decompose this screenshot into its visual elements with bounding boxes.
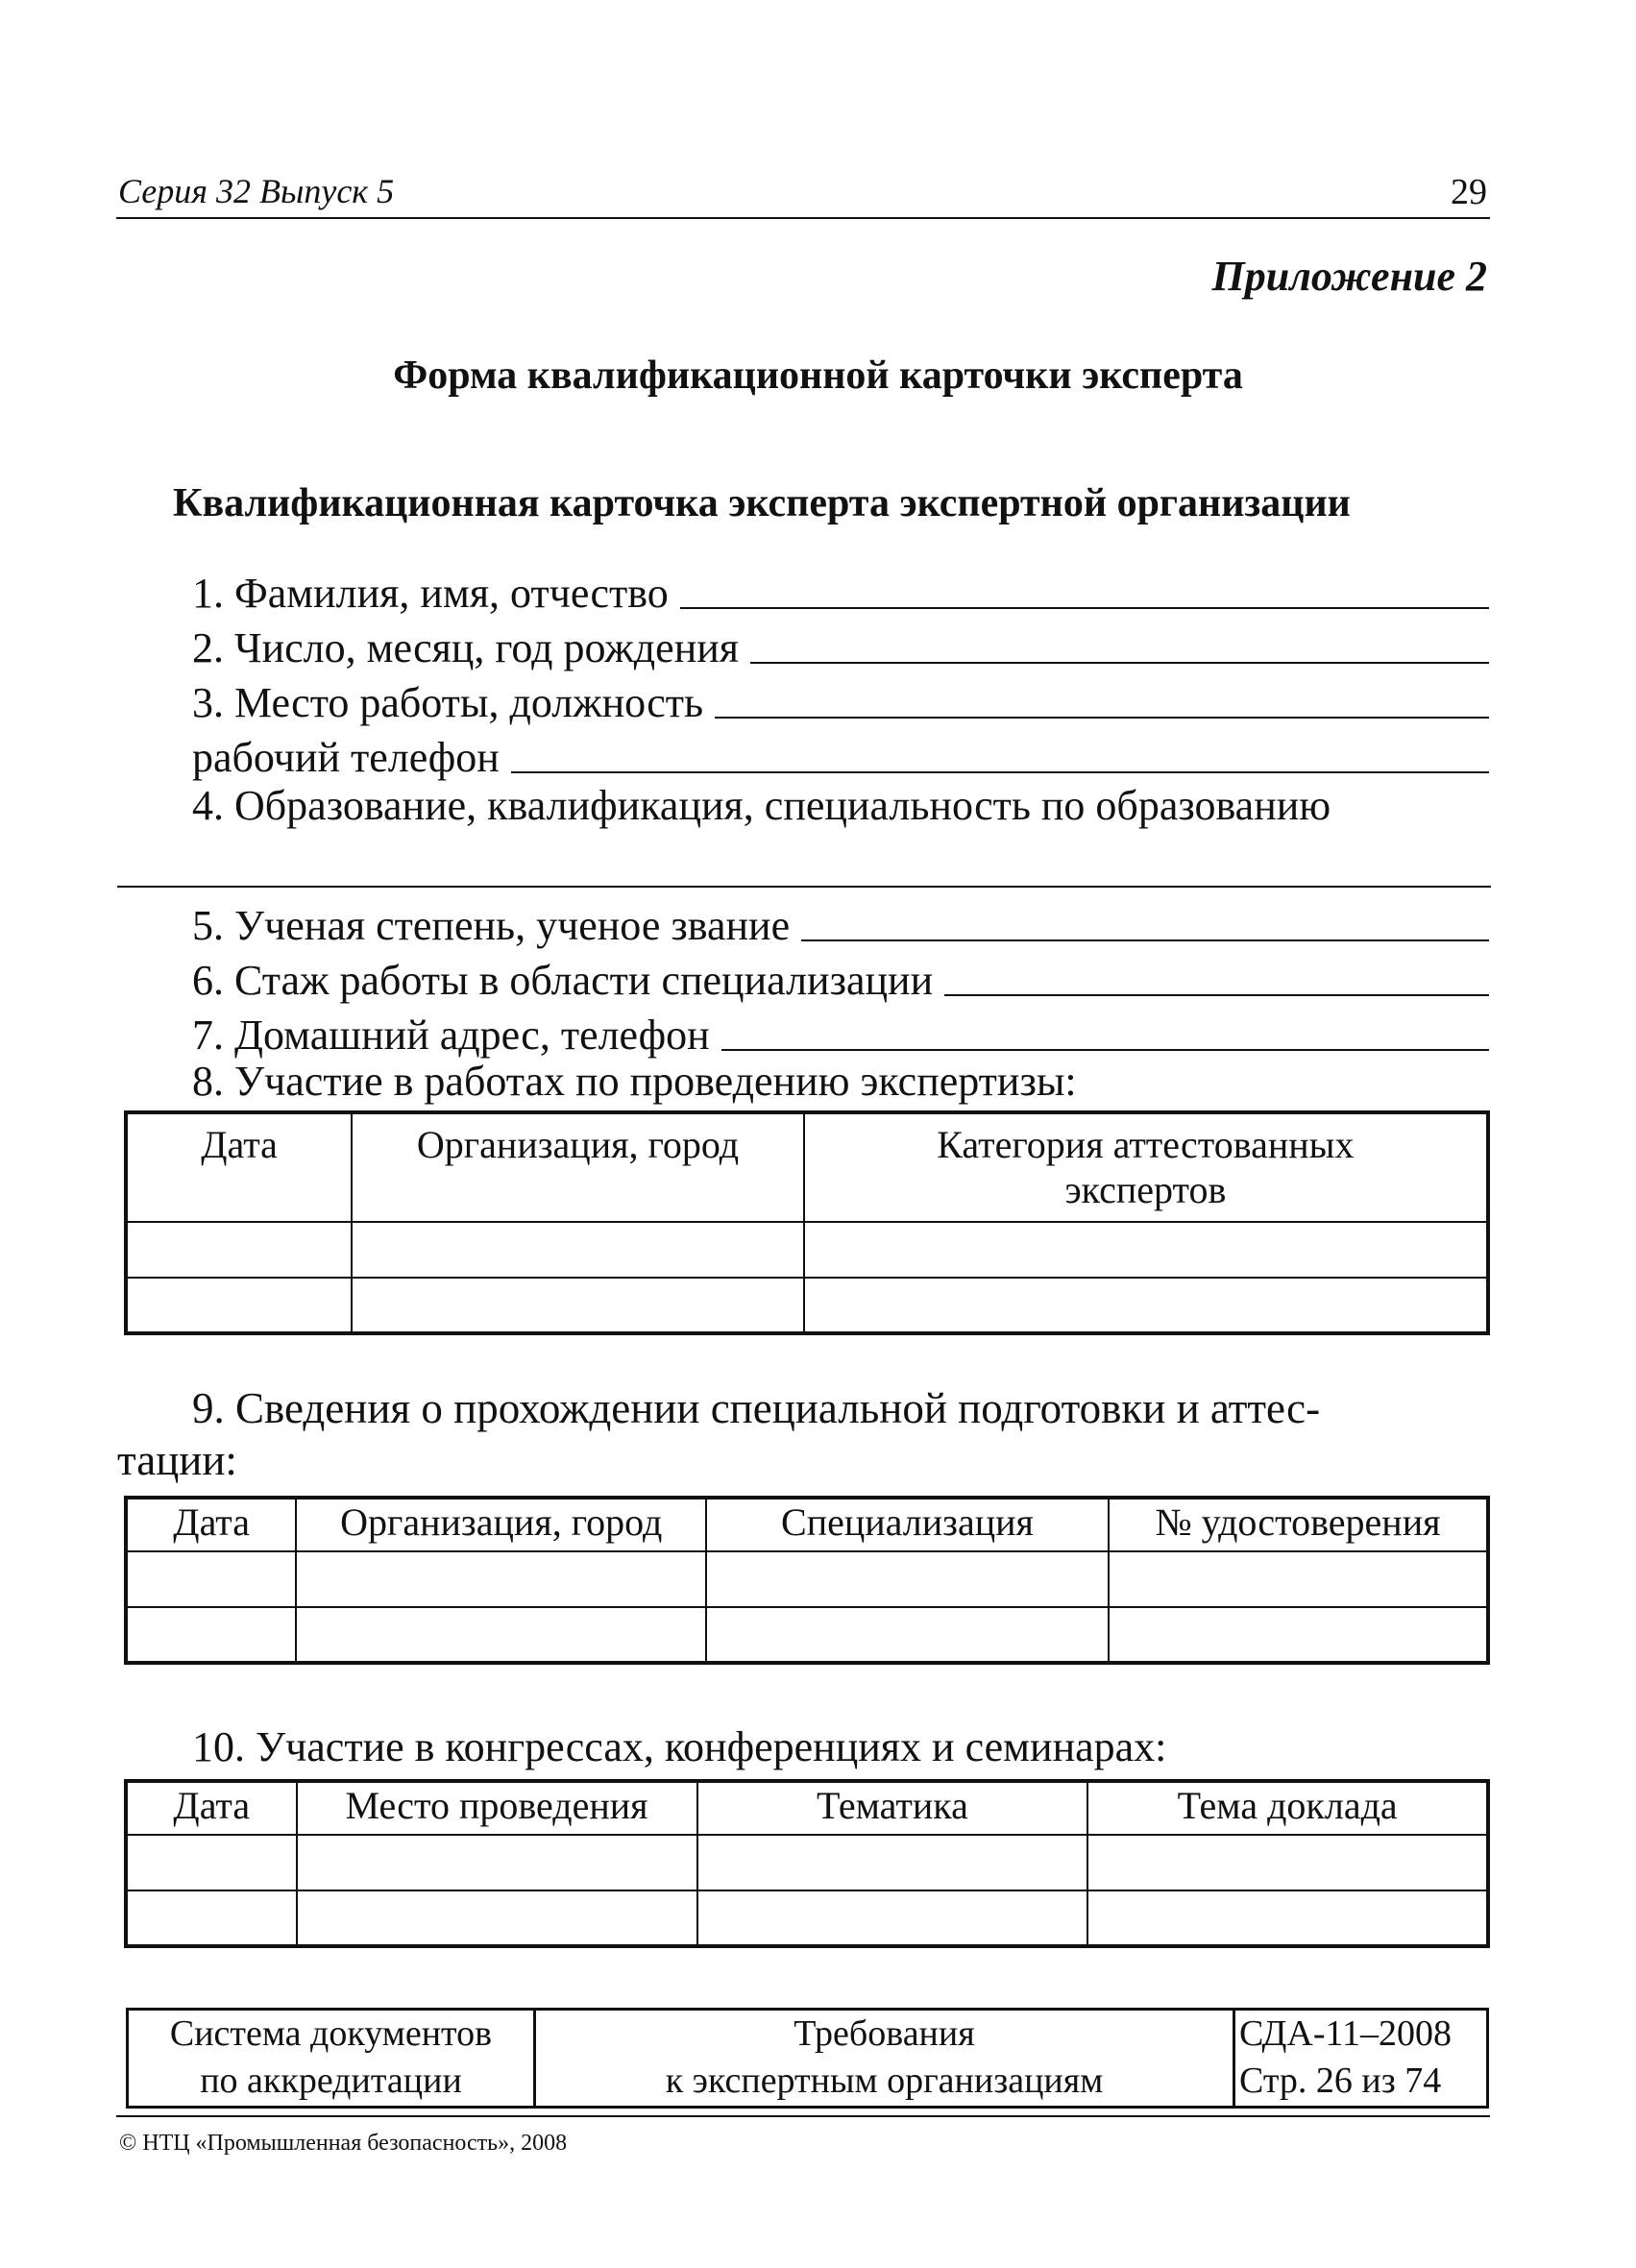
fill-line[interactable] <box>715 715 1489 719</box>
table-cell[interactable] <box>352 1278 804 1333</box>
table-header-row <box>126 1781 1488 1835</box>
table-cell[interactable] <box>697 1835 1088 1890</box>
header-cell: № удостоверения <box>1109 1498 1488 1551</box>
page-number: 29 <box>1451 172 1487 212</box>
fill-line[interactable] <box>801 938 1489 941</box>
item-9-line2: тации: <box>117 1436 237 1484</box>
field-work-phone <box>192 721 1489 779</box>
copyright-notice: © НТЦ «Промышленная безопасность», 2008 <box>119 2131 568 2156</box>
fill-line[interactable] <box>944 992 1489 996</box>
header-cell: Тема доклада <box>1087 1781 1488 1835</box>
table-expertise <box>124 1110 1490 1335</box>
table-header-row <box>126 1112 1488 1222</box>
table-cell[interactable] <box>297 1890 697 1946</box>
footer-rule <box>116 2115 1490 2117</box>
table-row <box>126 1890 1488 1946</box>
table-cell[interactable] <box>297 1835 697 1890</box>
field-label: 2. Число, месяц, год рождения <box>192 624 740 671</box>
field-education: 4. Образование, квалификация, специальность по образованию <box>192 782 1331 829</box>
field-experience <box>192 944 1489 1002</box>
table-cell[interactable] <box>126 1222 352 1278</box>
table-cell[interactable] <box>804 1278 1488 1333</box>
table-cell[interactable] <box>1109 1607 1488 1663</box>
table-cell[interactable] <box>126 1890 297 1946</box>
table-row <box>126 1278 1488 1333</box>
header-cell: Дата <box>126 1498 296 1551</box>
fill-line[interactable] <box>721 1047 1489 1051</box>
footer-system-line2: по аккредитации <box>200 2061 462 2102</box>
table-cell[interactable] <box>1109 1551 1488 1607</box>
table-cell[interactable] <box>697 1890 1088 1946</box>
table-cell[interactable] <box>126 1607 296 1663</box>
table-cell[interactable] <box>126 1835 297 1890</box>
item-8-label: 8. Участие в работах по проведению экспертизы: <box>192 1058 1077 1105</box>
table-cell[interactable] <box>1087 1835 1488 1890</box>
item-9-line1: 9. Сведения о прохождении специальной подготовки и аттес- <box>192 1384 1321 1432</box>
footer-req-line1: Требования <box>794 2013 975 2054</box>
field-workplace <box>192 667 1489 724</box>
field-label: 7. Домашний адрес, телефон <box>192 1012 710 1059</box>
appendix-label: Приложение 2 <box>1211 253 1487 300</box>
fill-line[interactable] <box>750 660 1489 664</box>
header-cell: Специализация <box>706 1498 1109 1551</box>
table-row <box>126 1222 1488 1278</box>
field-label: 3. Место работы, должность <box>192 679 704 726</box>
header-cell: Место проведения <box>297 1781 697 1835</box>
form-title: Форма квалификационной карточки эксперта <box>393 354 1243 398</box>
card-title: Квалификационная карточка эксперта экспертной организации <box>173 481 1351 525</box>
fill-line[interactable] <box>511 769 1489 773</box>
running-header-series: Серия 32 Выпуск 5 <box>118 172 395 210</box>
field-label: 6. Стаж работы в области специализации <box>192 957 934 1004</box>
table-cell[interactable] <box>706 1551 1109 1607</box>
table-cell[interactable] <box>296 1551 706 1607</box>
document-footer <box>126 2008 1489 2109</box>
field-label: рабочий телефон <box>192 734 500 781</box>
table-cell[interactable] <box>296 1607 706 1663</box>
table-cell[interactable] <box>804 1222 1488 1278</box>
field-birth-date <box>192 612 1489 670</box>
table-cell[interactable] <box>1087 1890 1488 1946</box>
header-cell: Организация, город <box>296 1498 706 1551</box>
header-cell: Дата <box>126 1781 297 1835</box>
fill-line[interactable] <box>680 605 1489 609</box>
footer-requirements <box>535 2010 1234 2108</box>
field-degree <box>192 890 1489 947</box>
table-cell[interactable] <box>706 1607 1109 1663</box>
table-row <box>126 1835 1488 1890</box>
table-training <box>124 1496 1490 1665</box>
item-10-label: 10. Участие в конгрессах, конференциях и семинарах: <box>192 1723 1167 1770</box>
field-home-address <box>192 999 1489 1057</box>
field-label: 5. Ученая степень, ученое звание <box>192 902 791 949</box>
footer-system-line1: Система документов <box>169 2013 493 2054</box>
header-cell: Дата <box>126 1112 352 1222</box>
header-cell: Категория аттестованных экспертов <box>804 1112 1488 1222</box>
footer-doc-code: СДА-11–2008 <box>1239 2013 1453 2054</box>
table-cell[interactable] <box>126 1551 296 1607</box>
table-header-row <box>126 1498 1488 1551</box>
header-cell: Тематика <box>697 1781 1088 1835</box>
footer-code-cell <box>1234 2010 1488 2108</box>
fill-line-education[interactable] <box>117 886 1491 888</box>
field-full-name <box>192 557 1489 615</box>
table-cell[interactable] <box>126 1278 352 1333</box>
header-rule <box>116 217 1490 219</box>
table-row <box>126 1607 1488 1663</box>
footer-system <box>128 2010 535 2108</box>
field-label: 1. Фамилия, имя, отчество <box>192 570 669 617</box>
table-cell[interactable] <box>352 1222 804 1278</box>
table-conferences <box>124 1779 1490 1948</box>
table-row <box>126 1551 1488 1607</box>
footer-req-line2: к экспертным организациям <box>665 2061 1104 2102</box>
footer-page: Стр. 26 из 74 <box>1239 2061 1442 2102</box>
header-cell: Организация, город <box>352 1112 804 1222</box>
